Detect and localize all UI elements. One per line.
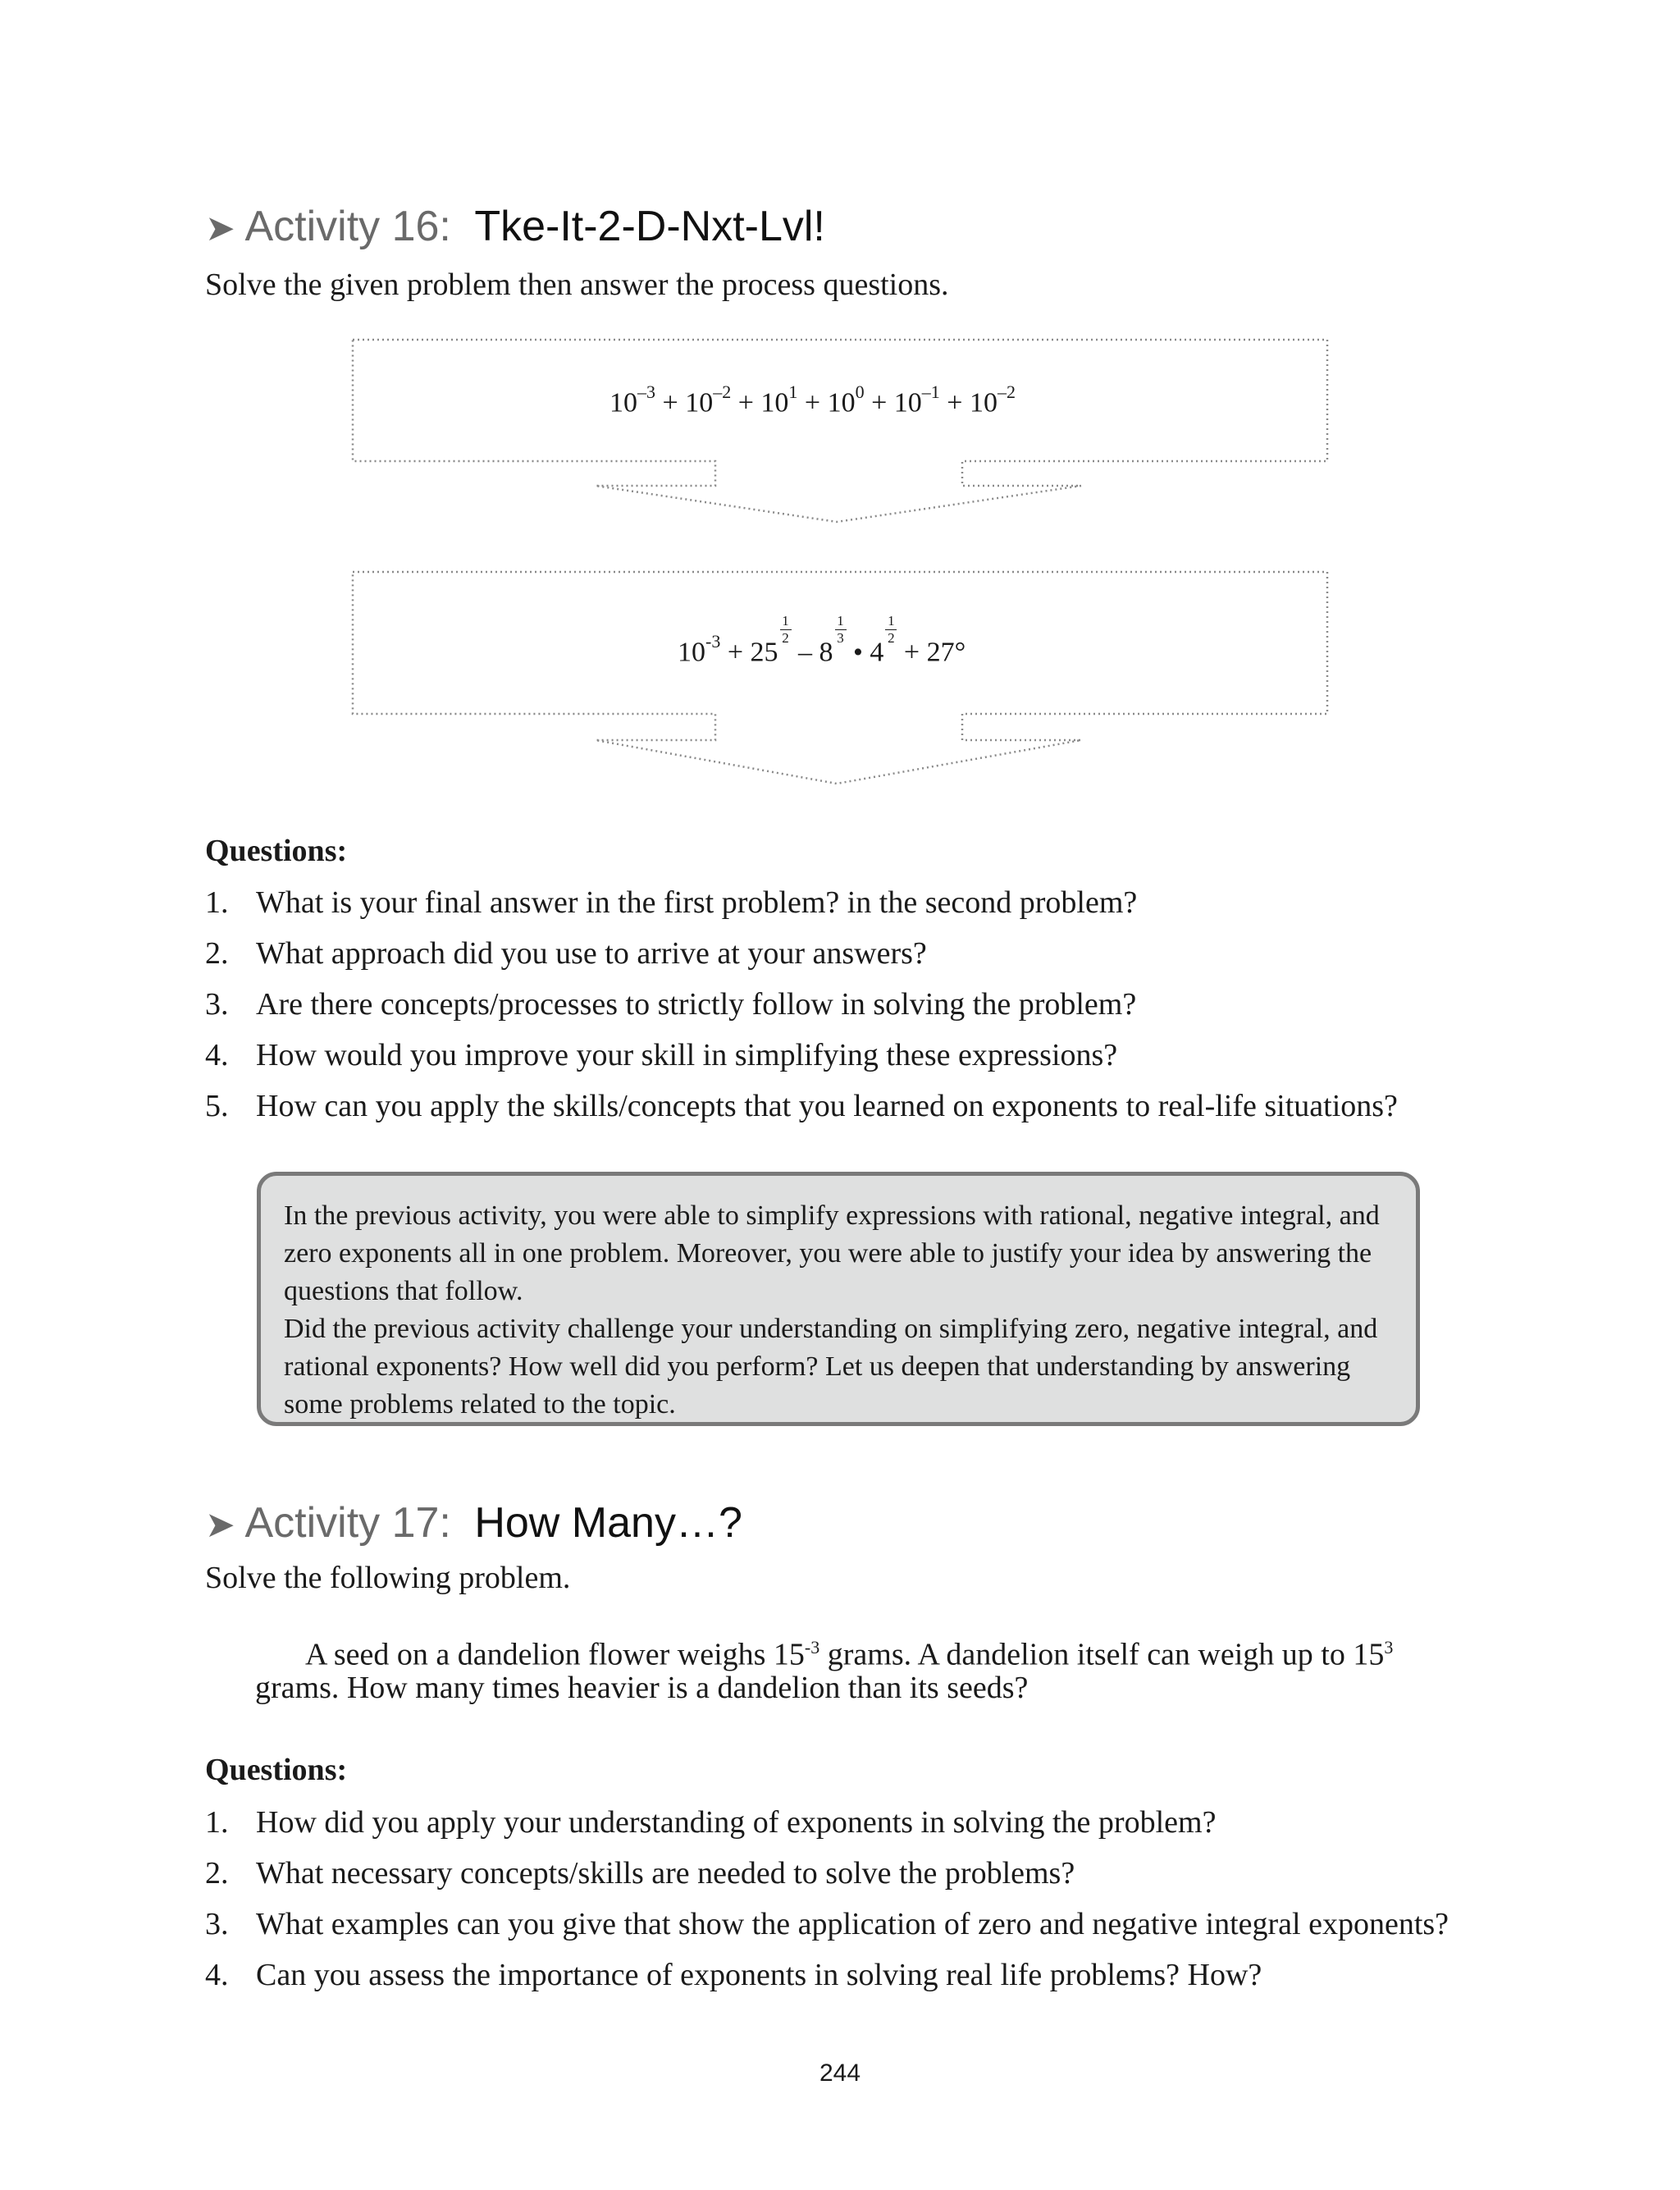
list-item: 2. What necessary concepts/skills are needed to solve the problems? — [205, 1856, 1075, 1891]
questions-heading: Questions: — [205, 1753, 348, 1787]
list-item: 5. How can you apply the skills/concepts that you learned on exponents to real-life situations? — [205, 1089, 1398, 1123]
list-item: 1. What is your final answer in the first problem? in the second problem? — [205, 885, 1138, 920]
activity-label: Activity 16: — [244, 203, 451, 250]
questions-heading: Questions: — [205, 834, 348, 868]
list-item: 1. How did you apply your understanding of exponents in solving the problem? — [205, 1805, 1217, 1840]
arrow-bullet-icon: ➤ — [205, 208, 235, 249]
callout-paragraph-2: Did the previous activity challenge your understanding on simplifying zero, negative integral, and rational exponents? How well did you perform? Let us deepen that understanding by answering some problems related to the topic. — [284, 1314, 1378, 1420]
activity-title: Tke-It-2-D-Nxt-Lvl! — [474, 203, 825, 250]
activity-16-questions — [205, 877, 1398, 1132]
activity-17-heading — [205, 1498, 742, 1550]
flow-box-1-outline — [353, 340, 1327, 522]
list-item: 3. Are there concepts/processes to strictly follow in solving the problem? — [205, 987, 1137, 1022]
activity-17-instruction: Solve the following problem. — [205, 1561, 571, 1595]
list-item: 4. Can you assess the importance of exponents in solving real life problems? How? — [205, 1958, 1262, 1992]
activity-title: How Many…? — [474, 1499, 742, 1547]
dandelion-problem-line-2: grams. How many times heavier is a dandelion than its seeds? — [255, 1671, 1029, 1705]
problem-2-expression: $10^{-3} + 25$ $\frac{1}{2}$ – 8 $\frac{1}{3}$ • 4 $\frac{1}{2}$ + 27° — [678, 613, 966, 668]
list-item: 3. What examples can you give that show the application of zero and negative integral exponents? — [205, 1907, 1449, 1941]
arrow-bullet-icon: ➤ — [205, 1505, 235, 1545]
activity-17-questions — [205, 1797, 1449, 2000]
activity-16-instruction: Solve the given problem then answer the process questions. — [205, 267, 949, 302]
flow-box-2-outline — [353, 572, 1327, 784]
reflection-callout-box — [257, 1172, 1420, 1426]
problem-1-expression: $10^{-3} + 10^{-2} + 10^1 + 10^0 + 10^{-1} + 10^{-2}$ — [609, 382, 1016, 418]
activity-label: Activity 17: — [244, 1499, 451, 1547]
list-item: 2. What approach did you use to arrive at your answers? — [205, 936, 927, 971]
callout-paragraph-1: In the previous activity, you were able to simplify expressions with rational, negative integral, and zero exponents all in one problem. Moreover, you were able to justify your idea by answering the questions that follow. — [284, 1200, 1380, 1306]
list-item: 4. How would you improve your skill in simplifying these expressions? — [205, 1038, 1118, 1072]
dandelion-problem-line-1: A seed on a dandelion flower weighs $15^{-3}$ grams. A dandelion itself can weigh up to $15^3$ — [305, 1637, 1394, 1672]
page-number: 244 — [819, 2060, 861, 2087]
